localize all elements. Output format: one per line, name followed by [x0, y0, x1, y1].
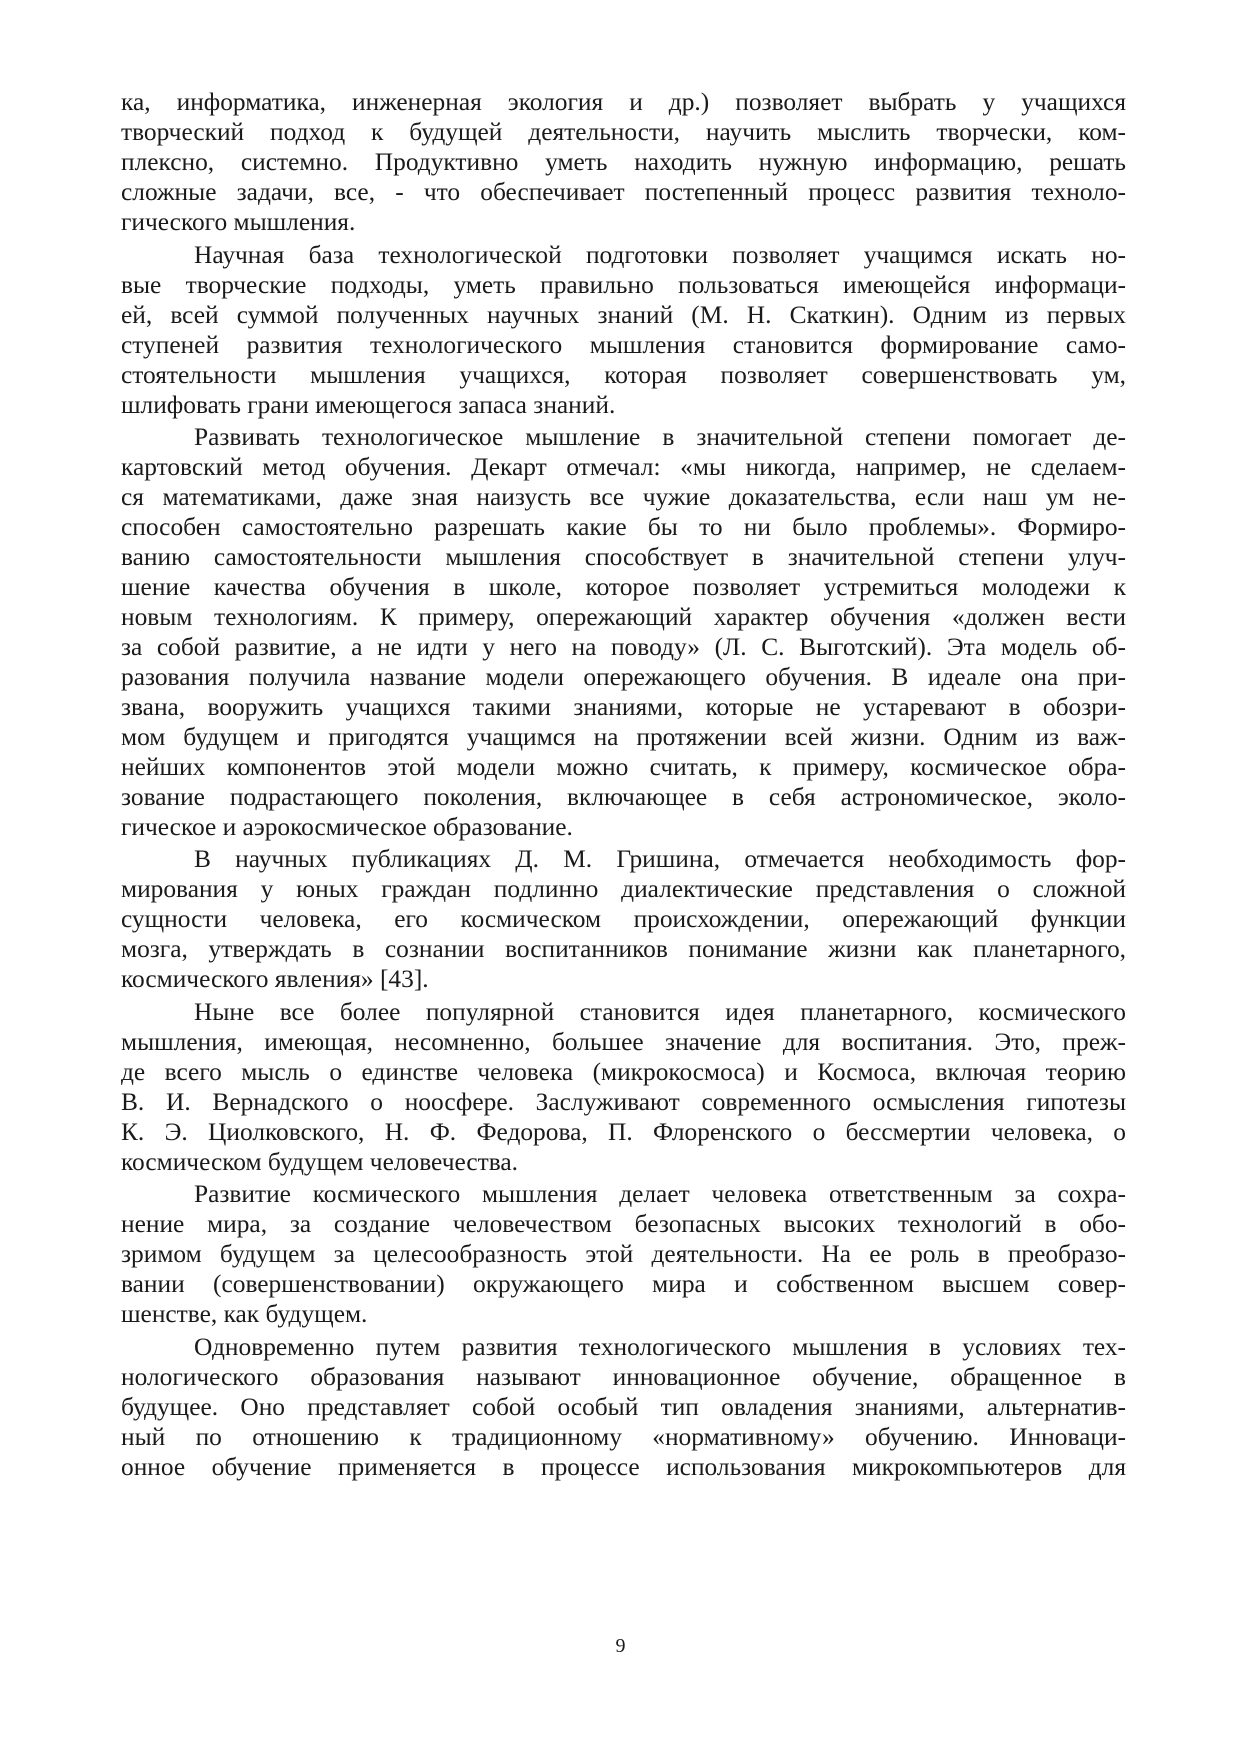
text-line: сложные задачи, все, - что обеспечивает постепенный процесс развития техноло- [121, 178, 1126, 206]
text-line: вании (совершенствовании) окружающего мира и собственном высшем совер- [121, 1270, 1126, 1298]
text-line: шлифовать грани имеющегося запаса знаний. [121, 391, 616, 419]
text-line: плексно, системно. Продуктивно уметь находить нужную информацию, решать [121, 148, 1126, 176]
text-line: онное обучение применяется в процессе использования микрокомпьютеров для [121, 1453, 1126, 1481]
text-line: ся математиками, даже зная наизусть все чужие доказательства, если наш ум не- [121, 483, 1126, 511]
text-line: зримом будущем за целесообразность этой деятельности. На ее роль в преобразо- [121, 1240, 1126, 1268]
text-line: Ныне все более популярной становится идея планетарного, космического [194, 998, 1126, 1026]
text-line: Развивать технологическое мышление в значительной степени помогает де- [194, 423, 1126, 451]
text-line: новым технологиям. К примеру, опережающий характер обучения «должен вести [121, 603, 1126, 631]
text-line: де всего мысль о единстве человека (микрокосмоса) и Космоса, включая теорию [121, 1058, 1126, 1086]
text-line: мышления, имеющая, несомненно, большее значение для воспитания. Это, преж- [121, 1028, 1126, 1056]
text-line: сущности человека, его космическом происхождении, опережающий функции [121, 905, 1126, 933]
text-line: творческий подход к будущей деятельности, научить мыслить творчески, ком- [121, 118, 1126, 146]
text-line: К. Э. Циолковского, Н. Ф. Федорова, П. Флоренского о бессмертии человека, о [121, 1118, 1126, 1146]
text-line: В. И. Вернадского о ноосфере. Заслуживают современного осмысления гипотезы [121, 1088, 1126, 1116]
text-line: Одновременно путем развития технологического мышления в условиях тех- [194, 1333, 1126, 1361]
text-line: способен самостоятельно разрешать какие бы то ни было проблемы». Формиро- [121, 513, 1126, 541]
text-line: мирования у юных граждан подлинно диалектические представления о сложной [121, 875, 1126, 903]
text-line: за собой развитие, а не идти у него на поводу» (Л. С. Выготский). Эта модель об- [121, 633, 1126, 661]
text-line: мом будущем и пригодятся учащимся на протяжении всей жизни. Одним из важ- [121, 723, 1126, 751]
text-line: звана, вооружить учащихся такими знаниями, которые не устаревают в обозри- [121, 693, 1126, 721]
text-line: Научная база технологической подготовки позволяет учащимся искать но- [194, 241, 1126, 269]
text-line: стоятельности мышления учащихся, которая позволяет совершенствовать ум, [121, 361, 1126, 389]
text-line: нейших компонентов этой модели можно считать, к примеру, космическое обра- [121, 753, 1126, 781]
text-line: ступеней развития технологического мышления становится формирование само- [121, 331, 1126, 359]
text-line: шенстве, как будущем. [121, 1300, 368, 1328]
text-line: В научных публикациях Д. М. Гришина, отмечается необходимость фор- [194, 845, 1126, 873]
text-line: зование подрастающего поколения, включающее в себя астрономическое, эколо- [121, 783, 1126, 811]
text-line: космическом будущем человечества. [121, 1148, 518, 1176]
text-line: ка, информатика, инженерная экология и др.) позволяет выбрать у учащихся [121, 88, 1126, 116]
text-line: нение мира, за создание человечеством безопасных высоких технологий в обо- [121, 1210, 1126, 1238]
text-line: гическое и аэрокосмическое образование. [121, 813, 573, 841]
text-line: космического явления» [43]. [121, 965, 429, 993]
text-line: ей, всей суммой полученных научных знаний (М. Н. Скаткин). Одним из первых [121, 301, 1126, 329]
text-line: гического мышления. [121, 208, 356, 236]
text-line: разования получила название модели опережающего обучения. В идеале она при- [121, 663, 1126, 691]
text-line: будущее. Оно представляет собой особый тип овладения знаниями, альтернатив- [121, 1393, 1126, 1421]
text-line: Развитие космического мышления делает человека ответственным за сохра- [194, 1180, 1126, 1208]
text-line: нологического образования называют инновационное обучение, обращенное в [121, 1363, 1126, 1391]
text-line: картовский метод обучения. Декарт отмечал: «мы никогда, например, не сделаем- [121, 453, 1126, 481]
text-line: ный по отношению к традиционному «нормативному» обучению. Инноваци- [121, 1423, 1126, 1451]
page-number: 9 [615, 1635, 626, 1657]
text-line: мозга, утверждать в сознании воспитанников понимание жизни как планетарного, [121, 935, 1126, 963]
text-line: ванию самостоятельности мышления способствует в значительной степени улуч- [121, 543, 1126, 571]
text-line: вые творческие подходы, уметь правильно пользоваться имеющейся информаци- [121, 271, 1126, 299]
text-line: шение качества обучения в школе, которое позволяет устремиться молодежи к [121, 573, 1126, 601]
